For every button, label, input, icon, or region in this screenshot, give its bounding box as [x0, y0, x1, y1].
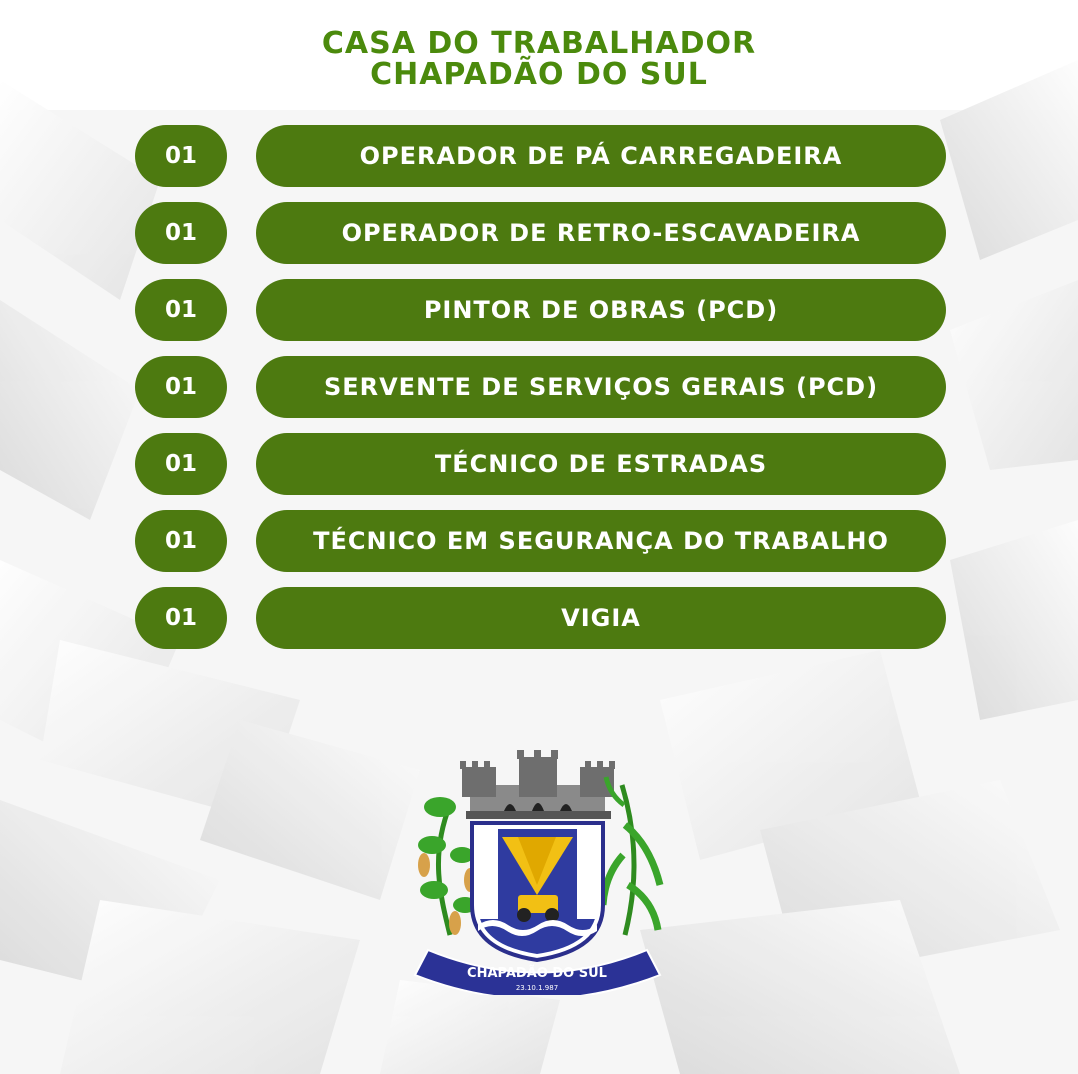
shield-icon [472, 823, 603, 960]
job-quantity: 01 [135, 125, 227, 187]
job-title: TÉCNICO EM SEGURANÇA DO TRABALHO [256, 510, 946, 572]
job-row [0, 587, 1078, 651]
page-title [0, 28, 1078, 90]
title-line-2: CHAPADÃO DO SUL [370, 57, 708, 92]
job-quantity: 01 [135, 510, 227, 572]
title-line-1: CASA DO TRABALHADOR [321, 26, 757, 61]
job-title: OPERADOR DE RETRO-ESCAVADEIRA [256, 202, 946, 264]
job-quantity: 01 [135, 356, 227, 418]
job-title: VIGIA [256, 587, 946, 649]
mural-crown-icon [460, 750, 615, 819]
job-row [0, 279, 1078, 343]
job-row [0, 125, 1078, 189]
job-quantity: 01 [135, 279, 227, 341]
job-title: SERVENTE DE SERVIÇOS GERAIS (PCD) [256, 356, 946, 418]
job-quantity: 01 [135, 433, 227, 495]
corn-plant-icon [603, 777, 660, 935]
crest-name: CHAPADÃO DO SUL [467, 966, 607, 981]
job-title: TÉCNICO DE ESTRADAS [256, 433, 946, 495]
job-quantity: 01 [135, 587, 227, 649]
job-row [0, 433, 1078, 497]
coat-of-arms-logo [410, 745, 665, 995]
crest-date: 23.10.1.987 [515, 984, 559, 992]
job-quantity: 01 [135, 202, 227, 264]
job-row [0, 356, 1078, 420]
job-row [0, 202, 1078, 266]
job-title: PINTOR DE OBRAS (PCD) [256, 279, 946, 341]
job-title: OPERADOR DE PÁ CARREGADEIRA [256, 125, 946, 187]
job-row [0, 510, 1078, 574]
